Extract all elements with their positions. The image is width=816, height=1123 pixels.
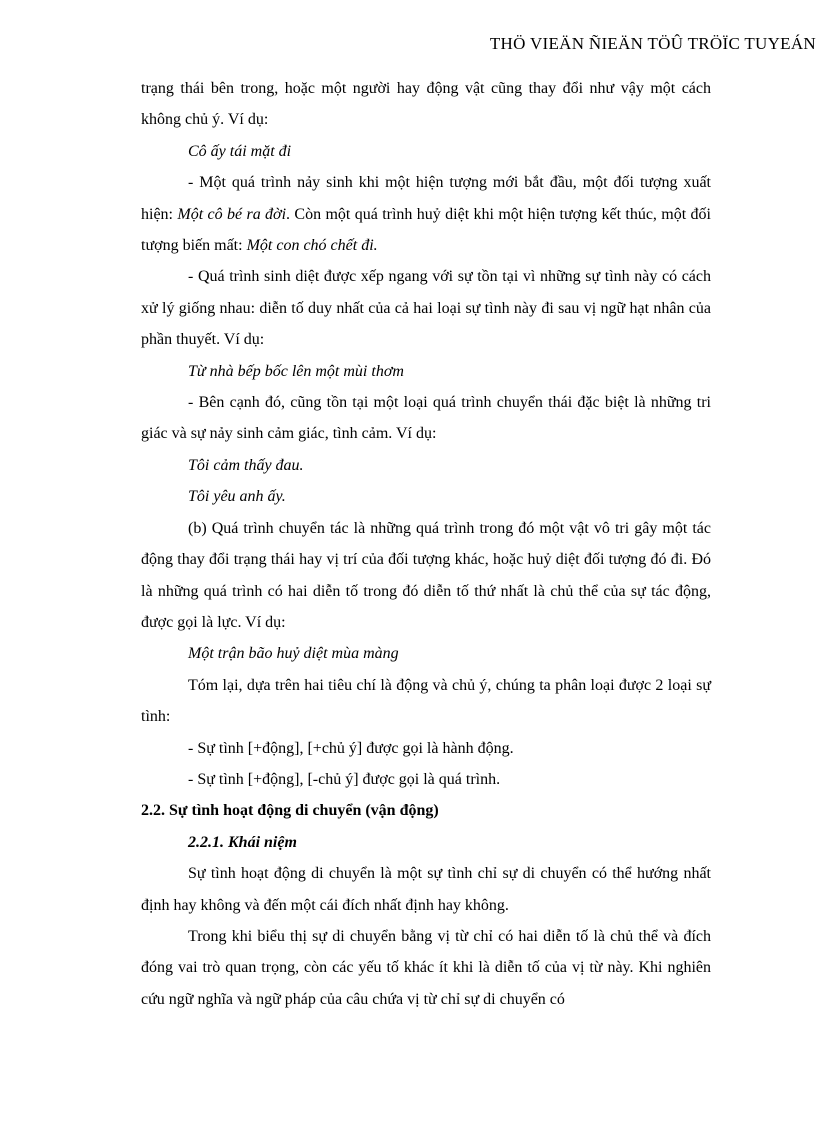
example-inline: Một con chó chết đi. xyxy=(246,237,378,255)
list-item: - Sự tình [+động], [-chủ ý] được gọi là quá trình. xyxy=(188,770,501,788)
paragraph: Sự tình hoạt động di chuyển là một sự tình chỉ sự di chuyển có thể hướng nhất định hay không và đến một cái đích nhất định hay không. xyxy=(141,865,711,914)
paragraph: - Quá trình sinh diệt được xếp ngang với sự tồn tại vì những sự tình này có cách xử lý giống nhau: diễn tố duy nhất của cả hai loại sự tình này đi sau vị ngữ hạt nhân của phần thuyết. Ví dụ: xyxy=(141,268,711,349)
example: Tôi cảm thấy đau. xyxy=(188,456,304,474)
text-run: - Một quá trình nảy sinh khi một hiện tượng mới bắt đầu, một đối tượng xuất hiện: xyxy=(141,174,711,223)
paragraph: Tóm lại, dựa trên hai tiêu chí là động và chủ ý, chúng ta phân loại được 2 loại sự tình: xyxy=(141,676,711,726)
example: Tôi yêu anh ấy. xyxy=(188,488,286,506)
paragraph: (b) Quá trình chuyển tác là những quá trình trong đó một vật vô tri gây một tác động thay đổi trạng thái hay vị trí của đối tượng khác, hoặc huỷ diệt đối tượng đó đi. Đó là những quá trình có hai diễn tố trong đó diễn tố thứ nhất là chủ thể của sự tác động, được gọi là lực. Ví dụ: xyxy=(141,519,711,631)
example: Từ nhà bếp bốc lên một mùi thơm xyxy=(188,362,404,380)
page-header: THÖ VIEÄN ÑIEÄN TÖÛ TRÖÏC TUYEÁN xyxy=(489,34,816,53)
example-inline: Một cô bé ra đời xyxy=(177,205,287,223)
paragraph: Trong khi biểu thị sự di chuyển bằng vị từ chỉ có hai diễn tố là chủ thể và đích đóng vai trò quan trọng, còn các yếu tố khác ít khi là diễn tố của vị từ này. Khi nghiên cứu ngữ nghĩa và ngữ pháp của câu chứa vị từ chỉ sự di chuyển có xyxy=(141,927,711,1008)
text-run: . Còn một quá trình huỷ diệt khi một hiện tượng kết thúc, một đối tượng biến mất: xyxy=(141,205,712,255)
page-body xyxy=(141,73,711,1015)
paragraph: trạng thái bên trong, hoặc một người hay động vật cũng thay đổi như vậy một cách không chủ ý. Ví dụ: xyxy=(141,80,711,129)
example: Cô ấy tái mặt đi xyxy=(188,142,292,160)
example: Một trận bão huỷ diệt mùa màng xyxy=(188,645,399,663)
paragraph: - Bên cạnh đó, cũng tồn tại một loại quá trình chuyển thái đặc biệt là những tri giác và sự nảy sinh cảm giác, tình cảm. Ví dụ: xyxy=(141,394,711,443)
list-item: - Sự tình [+động], [+chủ ý] được gọi là hành động. xyxy=(188,739,514,757)
subsection-heading: 2.2.1. Khái niệm xyxy=(188,833,297,851)
section-heading: 2.2. Sự tình hoạt động di chuyển (vận động) xyxy=(141,802,439,820)
paragraph xyxy=(141,167,711,261)
